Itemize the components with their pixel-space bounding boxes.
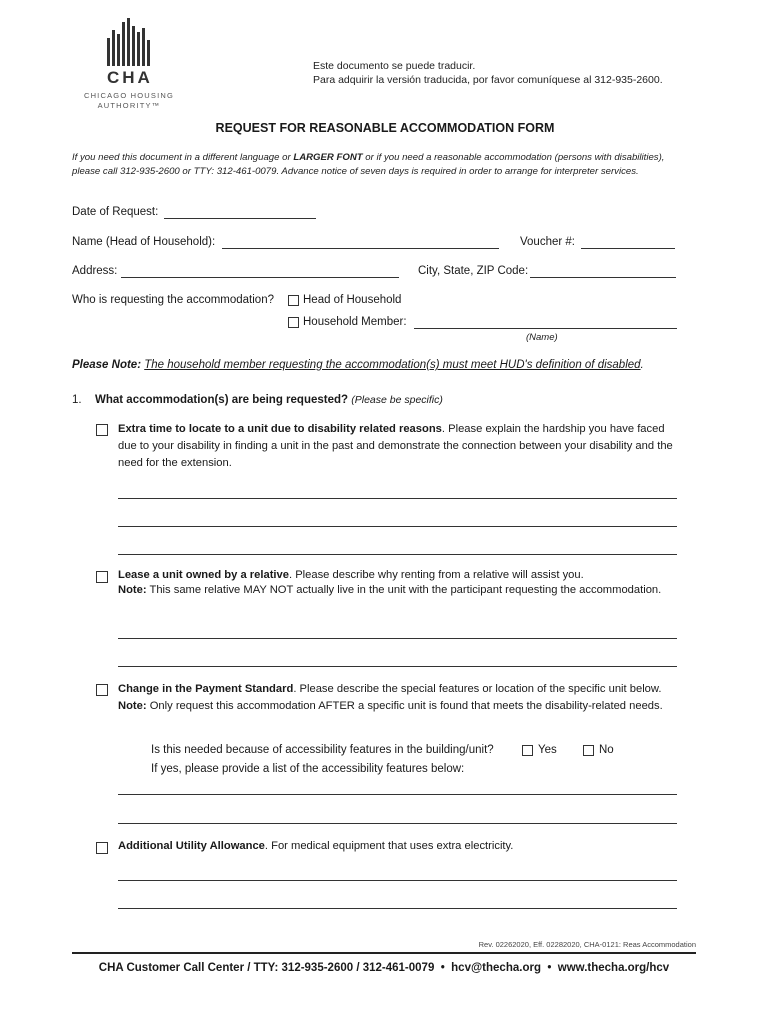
footer-website-link[interactable]: www.thecha.org/hcv xyxy=(557,962,670,974)
payment-standard-checkbox[interactable] xyxy=(96,684,108,696)
date-field[interactable] xyxy=(164,218,316,219)
payment-standard-note-label: Note: xyxy=(118,700,147,712)
logo-sub-line2: AUTHORITY™ xyxy=(97,101,161,110)
address-field[interactable] xyxy=(121,277,399,278)
who-label: Who is requesting the accommodation? xyxy=(72,294,274,306)
voucher-label: Voucher #: xyxy=(520,236,575,248)
note-label: Please Note: xyxy=(72,359,142,371)
revision-note: Rev. 02262020, Eff. 02282020, CHA-0121: Reas Accommodation xyxy=(478,940,696,949)
lease-relative-note-text: This same relative MAY NOT actually live in the unit with the participant requesting the accommodation. xyxy=(146,584,662,596)
address-label: Address: xyxy=(72,265,118,277)
extra-time-line-3[interactable] xyxy=(118,554,677,555)
translation-line2: Para adquirir la versión traducida, por favor comuníquese al 312-935-2600. xyxy=(313,74,663,86)
extra-time-checkbox[interactable] xyxy=(96,424,108,436)
payment-standard-title: Change in the Payment Standard xyxy=(118,683,294,695)
extra-time-description xyxy=(118,421,680,472)
footer xyxy=(72,962,696,974)
date-label: Date of Request: xyxy=(72,206,159,218)
payment-standard-line-2[interactable] xyxy=(118,823,677,824)
footer-bullet-1: • xyxy=(440,962,445,974)
footer-email-link[interactable]: hcv@thecha.org xyxy=(451,962,541,974)
footer-call-center: CHA Customer Call Center / TTY: 312-935-2600 / 312-461-0079 xyxy=(98,962,435,974)
name-caption: (Name) xyxy=(526,332,558,343)
utility-allowance-title: Additional Utility Allowance xyxy=(118,840,265,852)
accessibility-question: Is this needed because of accessibility features in the building/unit? xyxy=(151,744,494,756)
payment-standard-line-1[interactable] xyxy=(118,794,677,795)
question1-number: 1. xyxy=(72,394,82,406)
form-title: REQUEST FOR REASONABLE ACCOMMODATION FORM xyxy=(215,121,555,135)
intro-paragraph xyxy=(72,151,684,179)
lease-relative-checkbox[interactable] xyxy=(96,571,108,583)
city-label: City, State, ZIP Code: xyxy=(418,265,529,277)
payment-standard-description xyxy=(118,681,680,715)
name-field[interactable] xyxy=(222,248,499,249)
lease-relative-line-2[interactable] xyxy=(118,666,677,667)
utility-allowance-checkbox[interactable] xyxy=(96,842,108,854)
name-label: Name (Head of Household): xyxy=(72,236,216,248)
payment-standard-text: . Please describe the special features or location of the specific unit below. xyxy=(293,683,662,695)
extra-time-line-2[interactable] xyxy=(118,526,677,527)
footer-divider xyxy=(72,952,696,954)
utility-allowance-description xyxy=(118,838,680,855)
logo-sub-line1: CHICAGO HOUSING xyxy=(83,91,175,100)
household-member-field[interactable] xyxy=(414,328,677,329)
lease-relative-note-label: Note: xyxy=(118,584,147,596)
question1-hint: (Please be specific) xyxy=(351,394,443,406)
lease-relative-text: . Please describe why renting from a relative will assist you. xyxy=(288,569,584,581)
household-member-label: Household Member: xyxy=(303,316,407,328)
please-note xyxy=(72,359,644,371)
lease-relative-description xyxy=(118,568,680,598)
intro-emphasis: LARGER FONT xyxy=(293,152,363,163)
note-text: The household member requesting the accommodation(s) must meet HUD's definition of disabled xyxy=(144,359,641,371)
question1-text: What accommodation(s) are being requested? xyxy=(95,394,349,406)
head-of-household-checkbox[interactable] xyxy=(288,295,299,306)
logo-name: CHA xyxy=(107,68,153,87)
intro-part1: If you need this document in a different language or xyxy=(72,152,294,163)
no-checkbox[interactable] xyxy=(583,745,594,756)
household-member-checkbox[interactable] xyxy=(288,317,299,328)
voucher-field[interactable] xyxy=(581,248,675,249)
payment-standard-note-text: Only request this accommodation AFTER a specific unit is found that meets the disability-related needs. xyxy=(146,700,663,712)
intro-part2: or if you need a reasonable accommodation (persons with disabilities), please call 312-935-2600 or TTY: 312-461-0079. Advance notice of seven days is required in order to arrange for interpreter services. xyxy=(72,152,665,177)
extra-time-line-1[interactable] xyxy=(118,498,677,499)
lease-relative-line-1[interactable] xyxy=(118,638,677,639)
lease-relative-title: Lease a unit owned by a relative xyxy=(118,569,289,581)
no-label: No xyxy=(599,744,614,756)
utility-allowance-line-1[interactable] xyxy=(118,880,677,881)
extra-time-text: . Please explain the hardship you have faced due to your disability in finding a unit in the past and demonstrate the connection between your disability and the need for the extension. xyxy=(118,423,673,469)
utility-allowance-line-2[interactable] xyxy=(118,908,677,909)
head-of-household-label: Head of Household xyxy=(303,294,402,306)
footer-bullet-2: • xyxy=(547,962,552,974)
translation-line1: Este documento se puede traducir. xyxy=(313,60,476,72)
yes-label: Yes xyxy=(538,744,557,756)
translation-notice xyxy=(313,59,663,87)
accessibility-instruction: If yes, please provide a list of the accessibility features below: xyxy=(151,763,465,775)
city-field[interactable] xyxy=(530,277,676,278)
extra-time-title: Extra time to locate to a unit due to disability related reasons xyxy=(118,423,442,435)
logo-subtitle xyxy=(83,91,175,111)
question1 xyxy=(95,394,443,406)
yes-checkbox[interactable] xyxy=(522,745,533,756)
utility-allowance-text: . For medical equipment that uses extra electricity. xyxy=(264,840,514,852)
cha-logo-icon xyxy=(107,18,151,66)
note-period: . xyxy=(640,359,644,371)
